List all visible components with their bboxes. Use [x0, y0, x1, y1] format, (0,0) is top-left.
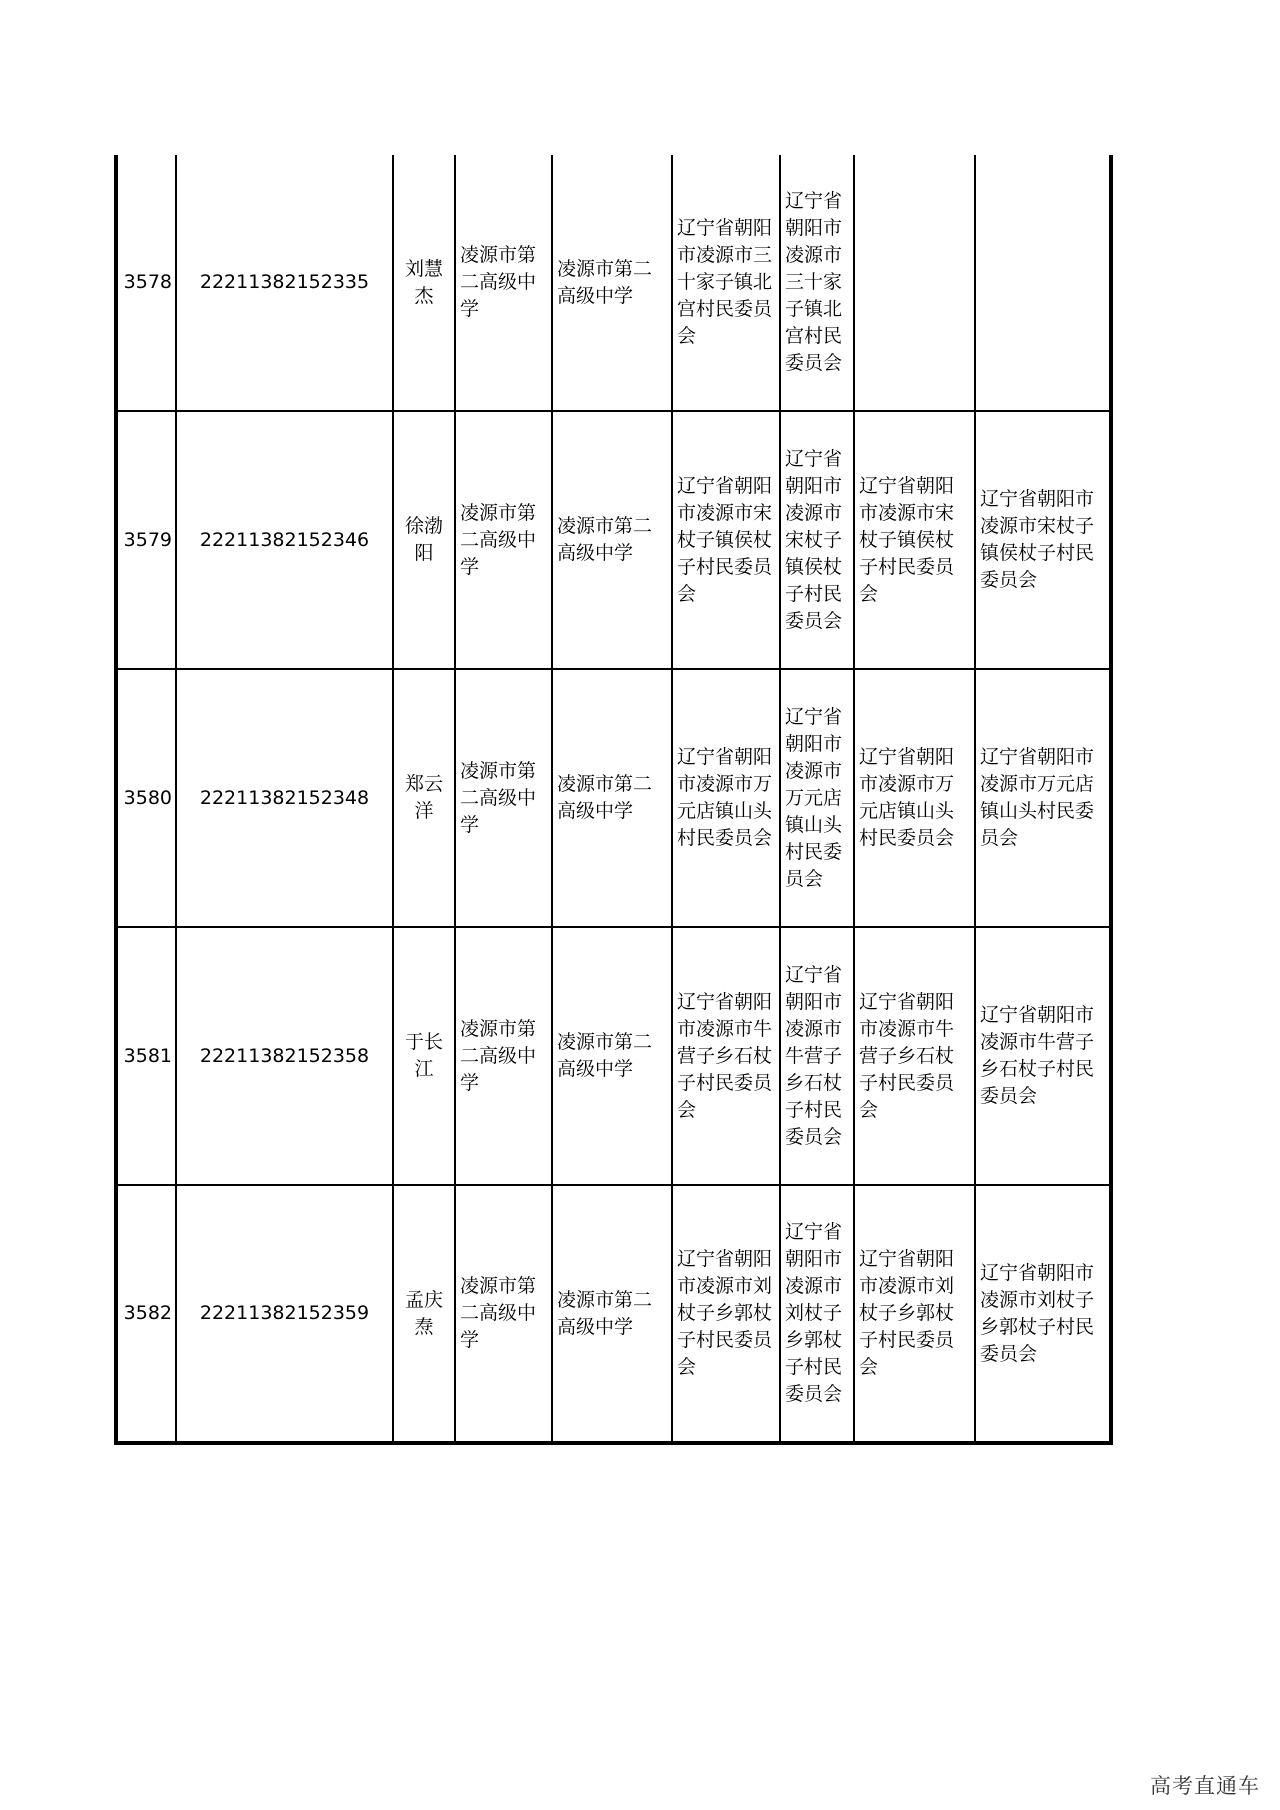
student-table [114, 155, 1113, 1445]
seq-cell: 3578 [116, 155, 176, 411]
address1-cell: 辽宁省朝阳市凌源市万元店镇山头村民委员会 [672, 669, 780, 927]
school-cell: 凌源市第二高级中学 [455, 927, 552, 1185]
address2-cell: 辽宁省朝阳市凌源市宋杖子镇侯杖子村民委员会 [780, 411, 854, 669]
seq-cell: 3581 [116, 927, 176, 1185]
watermark-text: 高考直通车 [1150, 1774, 1260, 1798]
id-cell: 22211382152346 [176, 411, 393, 669]
address1-cell: 辽宁省朝阳市凌源市牛营子乡石杖子村民委员会 [672, 927, 780, 1185]
name-cell: 徐渤阳 [393, 411, 455, 669]
address1-cell: 辽宁省朝阳市凌源市刘杖子乡郭杖子村民委员会 [672, 1185, 780, 1443]
address3-cell: 辽宁省朝阳市凌源市万元店镇山头村民委员会 [854, 669, 975, 927]
school-cell: 凌源市第二高级中学 [455, 669, 552, 927]
address3-cell: 辽宁省朝阳市凌源市刘杖子乡郭杖子村民委员会 [854, 1185, 975, 1443]
school2-cell: 凌源市第二高级中学 [552, 411, 672, 669]
id-cell: 22211382152359 [176, 1185, 393, 1443]
address3-cell: 辽宁省朝阳市凌源市牛营子乡石杖子村民委员会 [854, 927, 975, 1185]
school2-cell: 凌源市第二高级中学 [552, 155, 672, 411]
name-cell: 刘慧杰 [393, 155, 455, 411]
name-cell: 孟庆焘 [393, 1185, 455, 1443]
seq-cell: 3580 [116, 669, 176, 927]
address4-cell: 辽宁省朝阳市凌源市刘杖子乡郭杖子村民委员会 [975, 1185, 1111, 1443]
school2-cell: 凌源市第二高级中学 [552, 927, 672, 1185]
table-row [116, 411, 1111, 669]
id-cell: 22211382152358 [176, 927, 393, 1185]
address2-cell: 辽宁省朝阳市凌源市刘杖子乡郭杖子村民委员会 [780, 1185, 854, 1443]
name-cell: 于长江 [393, 927, 455, 1185]
seq-cell: 3582 [116, 1185, 176, 1443]
address4-cell: 辽宁省朝阳市凌源市牛营子乡石杖子村民委员会 [975, 927, 1111, 1185]
address4-cell: 辽宁省朝阳市凌源市万元店镇山头村民委员会 [975, 669, 1111, 927]
address2-cell: 辽宁省朝阳市凌源市牛营子乡石杖子村民委员会 [780, 927, 854, 1185]
table-row [116, 669, 1111, 927]
address2-cell: 辽宁省朝阳市凌源市三十家子镇北宫村民委员会 [780, 155, 854, 411]
address3-cell: 辽宁省朝阳市凌源市宋杖子镇侯杖子村民委员会 [854, 411, 975, 669]
id-cell: 22211382152335 [176, 155, 393, 411]
address4-cell [975, 155, 1111, 411]
address1-cell: 辽宁省朝阳市凌源市宋杖子镇侯杖子村民委员会 [672, 411, 780, 669]
address3-cell [854, 155, 975, 411]
address2-cell: 辽宁省朝阳市凌源市万元店镇山头村民委员会 [780, 669, 854, 927]
school-cell: 凌源市第二高级中学 [455, 1185, 552, 1443]
school2-cell: 凌源市第二高级中学 [552, 669, 672, 927]
address4-cell: 辽宁省朝阳市凌源市宋杖子镇侯杖子村民委员会 [975, 411, 1111, 669]
table-row [116, 1185, 1111, 1443]
school2-cell: 凌源市第二高级中学 [552, 1185, 672, 1443]
seq-cell: 3579 [116, 411, 176, 669]
table-row [116, 927, 1111, 1185]
school-cell: 凌源市第二高级中学 [455, 155, 552, 411]
id-cell: 22211382152348 [176, 669, 393, 927]
table-row [116, 155, 1111, 411]
school-cell: 凌源市第二高级中学 [455, 411, 552, 669]
name-cell: 郑云洋 [393, 669, 455, 927]
address1-cell: 辽宁省朝阳市凌源市三十家子镇北宫村民委员会 [672, 155, 780, 411]
